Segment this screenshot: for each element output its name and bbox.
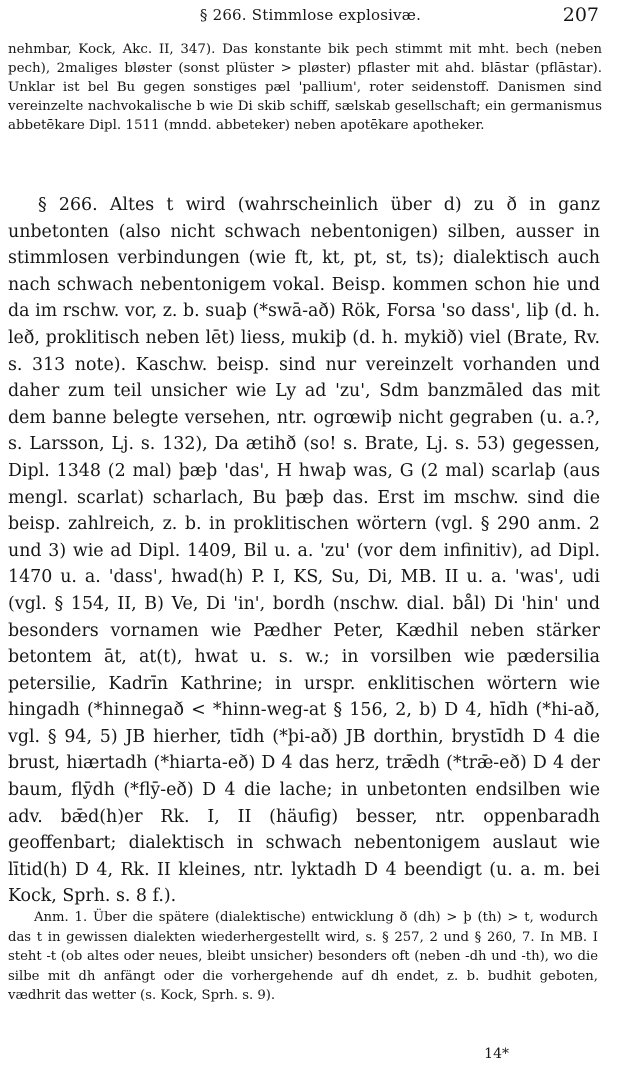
page-number: 207 bbox=[562, 4, 599, 26]
page-header bbox=[0, 4, 621, 28]
section-266 bbox=[8, 192, 600, 910]
continued-note-text: nehmbar, Kock, Akc. II, 347). Das konstante bik pech stimmt mit mht. bech (neben pech), 2maliges bløster (sonst plüster > pløster) pflaster mit ahd. blāstar (pflāstar). Unklar ist bel Bu gegen sonstiges pæl 'pallium', roter seidenstoff. Danismen sind vereinzelte nachvokalische b wie Di skib schiff, sælskab gesellschaft; ein germanismus abbetēkare Dipl. 1511 (mndd. abbeteker) neben apotēkare apotheker. bbox=[8, 42, 602, 133]
continued-note bbox=[8, 40, 602, 135]
signature-mark: 14* bbox=[484, 1046, 509, 1062]
anmerkung-1-text: Anm. 1. Über die spätere (dialektische) entwicklung ð (dh) > þ (th) > t, wodurch das t in gewissen dialekten wiederhergestellt wird, s. § 257, 2 und § 260, 7. In MB. I steht -t (ob altes oder neues, bleibt unsicher) besonders oft (neben -dh und -th), wo die silbe mit dh anfängt oder die vorhergehende auf dh endet, z. b. budhit geboten, vædhrit das wetter (s. Kock, Sprh. s. 9). bbox=[8, 910, 598, 1003]
anmerkung-1 bbox=[8, 908, 598, 1006]
running-head: § 266. Stimmlose explosivæ. bbox=[199, 6, 422, 24]
section-266-paragraph: § 266. Altes t wird (wahrscheinlich über d) zu ð in ganz unbetonten (also nicht schwach nebentonigen) silben, ausser in stimmlosen verbindungen (wie ft, kt, pt, st, ts); dialektisch auch nach schwach nebentonigem vokal. Beisp. kommen schon hie und da im rschw. vor, z. b. suaþ (*swā-að) Rök, Forsa 'so dass', liþ (d. h. leð, proklitisch neben lēt) liess, mukiþ (d. h. mykið) viel (Brate, Rv. s. 313 note). Kaschw. beisp. sind nur vereinzelt vorhanden und daher zum teil unsicher wie Ly ad 'zu', Sdm banzmāled das mit dem banne belegte versehen, ntr. ogrœwiþ nicht gegraben (u. a.?, s. Larsson, Lj. s. 132), Da ætihð (so! s. Brate, Lj. s. 53) gegessen, Dipl. 1348 (2 mal) þæþ 'das', H hwaþ was, G (2 mal) scarlaþ (aus mengl. scarlat) scharlach, Bu þæþ das. Erst im mschw. sind die beisp. zahlreich, z. b. in proklitischen wörtern (vgl. § 290 anm. 2 und 3) wie ad Dipl. 1409, Bil u. a. 'zu' (vor dem infinitiv), ad Dipl. 1470 u. a. 'dass', hwad(h) P. I, KS, Su, Di, MB. II u. a. 'was', udi (vgl. § 154, II, B) Ve, Di 'in', bordh (nschw. dial. bål) Di 'hin' und besonders vornamen wie Pædher Peter, Kædhil neben stärker betontem āt, at(t), hwat u. s. w.; in vorsilben wie pædersilia petersilie, Kadrīn Kathrine; in urspr. enklitischen wörtern wie hingadh (*hinnegað < *hinn-weg-at § 156, 2, b) D 4, hīdh (*hi-að, vgl. § 94, 5) JB hierher, tīdh (*þi-að) JB dorthin, brystīdh D 4 die brust, hiærtadh (*hiarta-eð) D 4 das herz, trǣdh (*trǣ-eð) D 4 der baum, flȳdh (*flȳ-eð) D 4 die lache; in unbetonten endsilben wie adv. bǣd(h)er Rk. I, II (häufig) besser, ntr. oppenbaradh geoffenbart; dialektisch in schwach nebentonigem auslaut wie lītid(h) D 4, Rk. II kleines, ntr. lyktadh D 4 beendigt (u. a. m. bei Kock, Sprh. s. 8 f.). bbox=[8, 195, 600, 907]
